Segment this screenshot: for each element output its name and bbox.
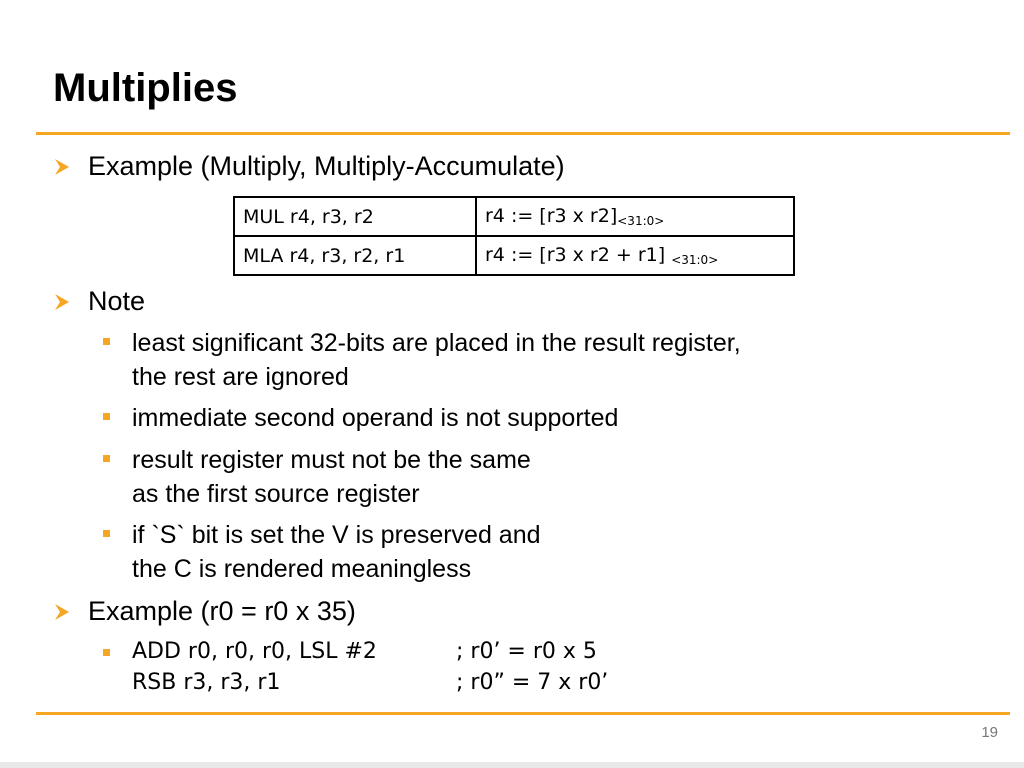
square-bullet-icon bbox=[103, 455, 110, 462]
note-item-line: least significant 32-bits are placed in the result register, bbox=[132, 329, 741, 357]
arrow-bullet-icon bbox=[53, 157, 71, 177]
note-item-line: if `S` bit is set the V is preserved and bbox=[132, 521, 541, 549]
bit-range-subscript: <31:0> bbox=[671, 253, 719, 267]
footer-bar bbox=[0, 762, 1024, 768]
table-cell: MUL r4, r3, r2 bbox=[234, 197, 476, 236]
arrow-bullet-icon bbox=[53, 292, 71, 312]
note-item-line: immediate second operand is not supported bbox=[132, 404, 619, 432]
example2-heading: Example (r0 = r0 x 35) bbox=[88, 596, 356, 626]
code-instruction: RSB r3, r3, r1 bbox=[132, 670, 281, 695]
table-cell bbox=[476, 236, 794, 275]
note-item-line: as the first source register bbox=[132, 480, 420, 508]
table-cell: MLA r4, r3, r2, r1 bbox=[234, 236, 476, 275]
instruction-table bbox=[233, 196, 795, 276]
table-row bbox=[234, 236, 794, 275]
note-heading: Note bbox=[88, 286, 146, 316]
square-bullet-icon bbox=[103, 413, 110, 420]
bottom-divider bbox=[36, 712, 1010, 715]
note-item-line: the C is rendered meaningless bbox=[132, 555, 472, 583]
square-bullet-icon bbox=[103, 338, 110, 345]
note-item bbox=[132, 401, 618, 435]
code-comment: ; r0” = 7 x r0’ bbox=[456, 670, 609, 695]
slide-title: Multiplies bbox=[53, 66, 238, 110]
note-item bbox=[132, 443, 531, 511]
table-cell-text: r4 := [r3 x r2] bbox=[485, 205, 618, 227]
code-line bbox=[132, 637, 597, 667]
square-bullet-icon bbox=[103, 649, 110, 656]
example1-heading: Example (Multiply, Multiply-Accumulate) bbox=[88, 151, 565, 181]
top-divider bbox=[36, 132, 1010, 135]
note-item bbox=[132, 518, 541, 586]
square-bullet-icon bbox=[103, 530, 110, 537]
arrow-bullet-icon bbox=[53, 602, 71, 622]
note-item bbox=[132, 326, 741, 394]
page-number: 19 bbox=[981, 724, 998, 741]
note-item-line: the rest are ignored bbox=[132, 363, 349, 391]
code-line bbox=[132, 668, 609, 698]
code-instruction: ADD r0, r0, r0, LSL #2 bbox=[132, 639, 377, 664]
note-item-line: result register must not be the same bbox=[132, 446, 531, 474]
code-comment: ; r0’ = r0 x 5 bbox=[456, 639, 597, 664]
table-row bbox=[234, 197, 794, 236]
bit-range-subscript: <31:0> bbox=[617, 214, 665, 228]
table-cell bbox=[476, 197, 794, 236]
table-cell-text: r4 := [r3 x r2 + r1] bbox=[485, 244, 672, 266]
